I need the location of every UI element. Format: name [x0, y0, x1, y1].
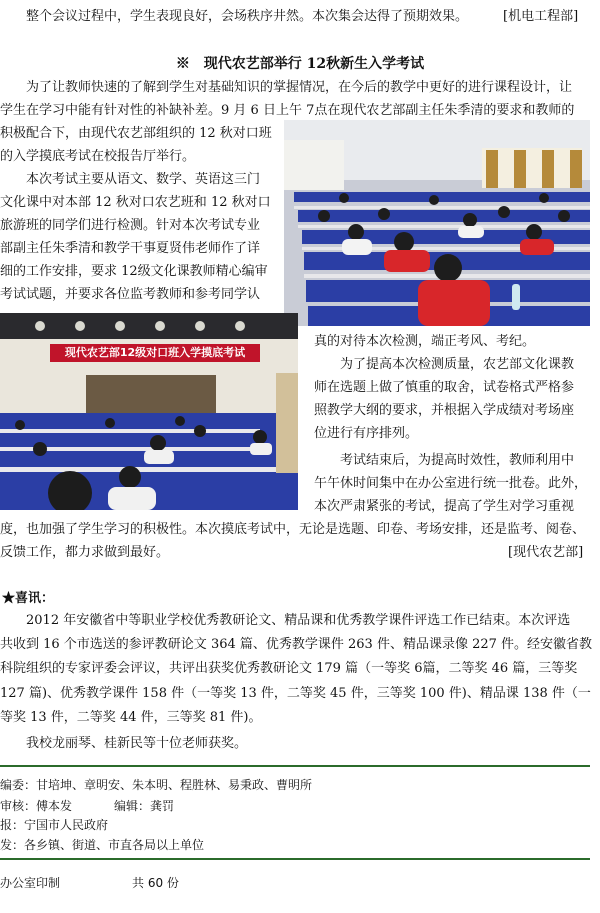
article-line: 真的对待本次检测，端正考风、考纪。 [314, 334, 536, 349]
exam-banner: 现代农艺部12级对口班入学摸底考试 [50, 344, 260, 362]
footer-editor: 编辑：龚罚 [114, 799, 175, 813]
footer-reviewer: 审核：傅本发 [0, 799, 73, 813]
banner-hall-photo-illustration [0, 313, 298, 510]
top-paragraph-source: [机电工程部] [503, 9, 579, 24]
news-line: 科院组织的专家评委会评议，共评出获奖优秀教研论文 179 篇（一等奖 6篇，二等奖 46 篇，三等奖 [0, 661, 578, 676]
article-line: 考试试题，并要求各位监考教师和参考同学认 [0, 287, 261, 302]
footer-editors: 编委：甘培坤、章明安、朱本明、程胜林、易秉政、曹明所 [0, 778, 313, 792]
news-line: 2012 年安徽省中等职业学校优秀教研论文、精品课和优秀教学课件评选工作已结束。本次评选 [26, 613, 571, 628]
article-line: 为了让教师快速的了解到学生对基础知识的掌握情况，在今后的教学中更好的进行课程设计，让 [26, 80, 573, 95]
article-title: ※ 现代农艺部举行 12秋新生入学考试 [175, 56, 425, 72]
footer-copies: 共 60 份 [132, 876, 179, 890]
exam-hall-photo [284, 120, 590, 326]
article-line: 本次考试主要从语文、数学、英语这三门 [26, 172, 261, 187]
article-line: 为了提高本次检测质量，农艺部文化课教 [340, 357, 575, 372]
article-line: 积极配合下，由现代农艺部组织的 12 秋对口班 [0, 126, 272, 141]
star-icon: ★ [2, 591, 16, 606]
article-line: 本次严肃紧张的考试，提高了学生对学习重视 [314, 499, 575, 514]
article-line: 师在选题上做了慎重的取舍，试卷格式严格参 [314, 380, 575, 395]
article-line: 位进行有序排列。 [314, 426, 419, 441]
footer-report-to: 报：宁国市人民政府 [0, 818, 109, 832]
article-line: 旅游班的同学们进行检测。针对本次考试专业 [0, 218, 261, 233]
news-line: 共收到 16 个市选送的参评教研论文 364 篇、优秀教学课件 263 件、精品课录像 227 件。经安徽省教 [0, 637, 593, 652]
banner-hall-photo [0, 313, 298, 510]
article-line: 照教学大纲的要求，并根据入学成绩对考场座 [314, 403, 575, 418]
top-paragraph-text: 整个会议过程中，学生表现良好，会场秩序井然。本次集会达得了预期效果。 [26, 9, 469, 24]
article-line: 反馈工作，都力求做到最好。 [0, 545, 170, 560]
news-heading: 喜讯： [15, 591, 55, 606]
news-line: 127 篇)、优秀教学课件 158 件（一等奖 13 件，二等奖 45 件，三等奖 100 件)、精品课 138 件（一 [0, 686, 591, 701]
exam-hall-photo-illustration [284, 120, 590, 326]
article-line: 考试结束后，为提高时效性，教师利用中 [340, 453, 575, 468]
news-line: 我校龙丽琴、桂新民等十位老师获奖。 [26, 736, 248, 751]
article-line: 细的工作安排，要求 12级文化课教师精心编审 [0, 264, 268, 279]
article-line: 学生在学习中能有针对性的补缺补差。9 月 6 日上午 7点在现代农艺部副主任朱季清的要求和教师的 [0, 103, 575, 118]
footer-rule-top [0, 765, 590, 767]
article-line: 的入学摸底考试在校报告厅举行。 [0, 149, 196, 164]
article-line: 度，也加强了学生学习的积极性。本次摸底考试中，无论是选题、印卷、考场安排，还是监考、阅卷、 [0, 522, 586, 537]
article-line: 文化课中对本部 12 秋对口农艺班和 12 秋对口 [0, 195, 271, 210]
news-line: 等奖 13 件，二等奖 44 件，三等奖 81 件)。 [0, 710, 262, 725]
article-line: 部副主任朱季清和教学干事夏贤伟老师作了详 [0, 241, 261, 256]
footer-rule-bottom [0, 858, 590, 860]
news-heading-row [2, 591, 54, 606]
footer-printer: 办公室印制 [0, 876, 61, 890]
article-line: 午午休时间集中在办公室进行统一批卷。此外， [314, 476, 588, 491]
article-source: [现代农艺部] [508, 545, 584, 560]
footer-send-to: 发：各乡镇、街道、市直各局以上单位 [0, 838, 205, 852]
